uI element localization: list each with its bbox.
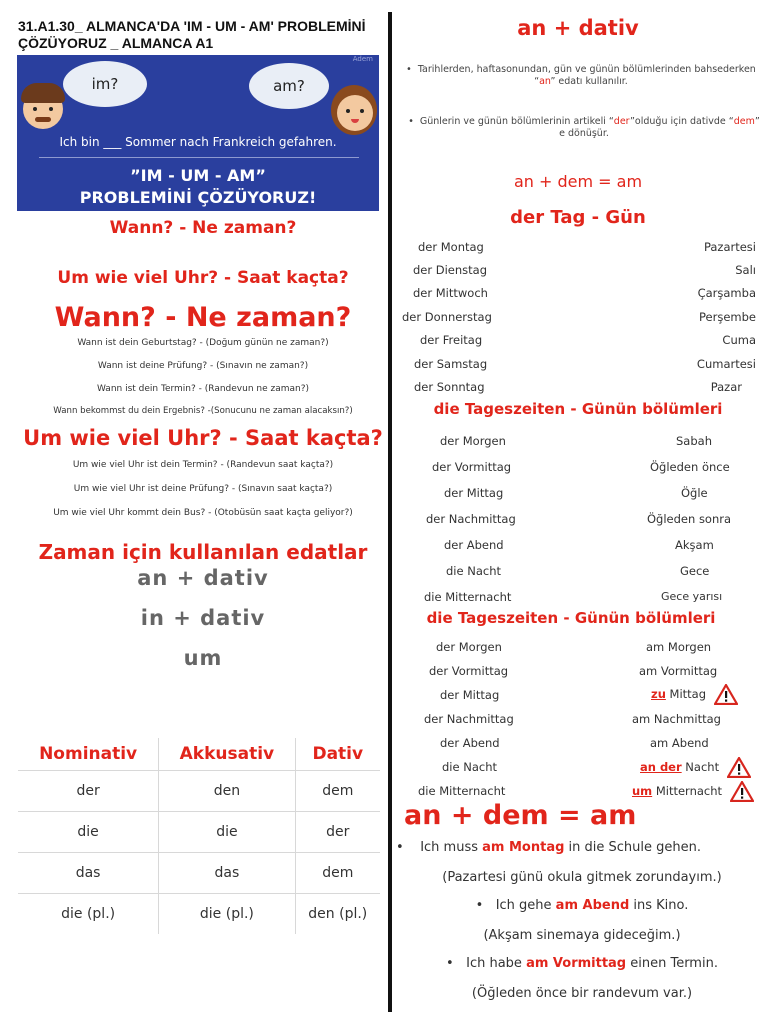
example-sentence: • Ich gehe am Abend ins Kino. bbox=[475, 898, 689, 913]
preposition-in: in + dativ bbox=[140, 606, 266, 630]
highlight-dem: dem bbox=[733, 116, 755, 127]
time-german: der Mittag bbox=[440, 688, 500, 702]
header-dativ: Dativ bbox=[295, 738, 380, 770]
table-cell: die bbox=[159, 811, 295, 852]
time-german: der Abend bbox=[444, 538, 504, 552]
table-cell: dem bbox=[295, 852, 380, 893]
bullet-dot-icon: • bbox=[475, 898, 496, 913]
day-turkish: Salı bbox=[735, 263, 756, 277]
banner-divider bbox=[39, 157, 359, 158]
bullet-paragraph-2: • Günlerin ve günün bölümlerinin artikeli “der”olduğu için dativde “dem” e dönüşür. bbox=[408, 116, 760, 139]
time-german: die Mitternacht bbox=[418, 784, 506, 798]
time-german: die Nacht bbox=[442, 760, 497, 774]
wann-question: Wann bekommst du dein Ergebnis? -(Sonucunu ne zaman alacaksın?) bbox=[53, 406, 353, 416]
uhr-question: Um wie viel Uhr kommt dein Bus? - (Otobüsün saat kaçta geliyor?) bbox=[53, 508, 353, 518]
time-am-form: zu Mittag bbox=[651, 684, 738, 705]
day-turkish: Cuma bbox=[722, 333, 756, 347]
article-cases-table bbox=[18, 738, 380, 934]
table-row bbox=[18, 811, 380, 852]
time-turkish: Öğle bbox=[681, 486, 708, 500]
day-german: der Samstag bbox=[414, 357, 488, 371]
time-turkish: Sabah bbox=[676, 434, 712, 448]
heading-days: der Tag - Gün bbox=[510, 207, 646, 228]
uhr-question: Um wie viel Uhr ist deine Prüfung? - (Sınavın saat kaçta?) bbox=[73, 484, 333, 494]
table-cell: den bbox=[159, 770, 295, 811]
wann-question: Wann ist dein Geburtstag? - (Doğum günün ne zaman?) bbox=[77, 338, 329, 348]
heading-uhr-big: Um wie viel Uhr? - Saat kaçta? bbox=[23, 426, 383, 450]
banner-title-line1: ”IM - UM - AM” bbox=[130, 166, 266, 185]
heading-times: die Tageszeiten - Günün bölümleri bbox=[433, 400, 723, 418]
time-german: der Nachmittag bbox=[424, 712, 514, 726]
heading-prepositions: Zaman için kullanılan edatlar bbox=[38, 540, 368, 564]
day-german: der Donnerstag bbox=[402, 310, 492, 324]
header-akkusativ: Akkusativ bbox=[159, 738, 295, 770]
time-turkish: Gece bbox=[680, 564, 710, 578]
banner-watermark: Adem bbox=[352, 55, 373, 63]
preposition-um: um bbox=[183, 646, 223, 670]
heading-wann-big: Wann? - Ne zaman? bbox=[54, 302, 352, 333]
time-turkish: Öğleden sonra bbox=[647, 512, 732, 526]
uhr-question: Um wie viel Uhr ist dein Termin? - (Randevun saat kaçta?) bbox=[72, 460, 334, 470]
table-cell: der bbox=[18, 770, 159, 811]
table-cell: das bbox=[159, 852, 295, 893]
table-row bbox=[18, 852, 380, 893]
lesson-banner bbox=[17, 55, 379, 211]
example-translation: (Akşam sinemaya gideceğim.) bbox=[483, 928, 681, 943]
table-row bbox=[18, 770, 380, 811]
highlight-an: an bbox=[539, 76, 551, 87]
preposition-an: an + dativ bbox=[137, 566, 269, 590]
bullet-dot-icon: • bbox=[408, 116, 420, 127]
time-german: der Nachmittag bbox=[426, 512, 516, 526]
banner-title bbox=[17, 165, 379, 209]
day-turkish: Pazar bbox=[710, 380, 742, 394]
table-cell: die (pl.) bbox=[159, 893, 295, 934]
day-german: der Sonntag bbox=[414, 380, 485, 394]
day-turkish: Çarşamba bbox=[697, 286, 756, 300]
time-am-form: am Abend bbox=[650, 736, 709, 750]
header-nominativ: Nominativ bbox=[39, 743, 138, 764]
example-sentence: • Ich muss am Montag in die Schule gehen. bbox=[396, 840, 701, 855]
table-header-row bbox=[18, 738, 380, 770]
time-german: der Morgen bbox=[436, 640, 502, 654]
heading-an-dativ: an + dativ bbox=[517, 16, 639, 40]
time-german: der Abend bbox=[440, 736, 500, 750]
time-german: der Vormittag bbox=[429, 664, 509, 678]
time-german: die Nacht bbox=[446, 564, 501, 578]
warning-icon bbox=[714, 684, 738, 705]
warning-icon bbox=[727, 757, 751, 778]
heading-uhr-small: Um wie viel Uhr? - Saat kaçta? bbox=[57, 268, 349, 288]
time-am-form: am Morgen bbox=[646, 640, 712, 654]
time-turkish: Akşam bbox=[675, 538, 714, 552]
banner-sentence: Ich bin ___ Sommer nach Frankreich gefahren. bbox=[59, 135, 337, 149]
table-row bbox=[18, 893, 380, 934]
day-turkish: Cumartesi bbox=[696, 357, 756, 371]
day-german: der Dienstag bbox=[413, 263, 488, 277]
example-translation: (Öğleden önce bir randevum var.) bbox=[471, 986, 693, 1001]
formula-big: an + dem = am bbox=[404, 800, 637, 831]
day-turkish: Pazartesi bbox=[703, 240, 756, 254]
wann-question: Wann ist dein Termin? - (Randevun ne zaman?) bbox=[96, 384, 309, 394]
time-turkish: Gece yarısı bbox=[661, 590, 723, 603]
day-german: der Mittwoch bbox=[413, 286, 488, 300]
time-turkish: Öğleden önce bbox=[650, 460, 730, 474]
table-cell: dem bbox=[295, 770, 380, 811]
day-german: der Freitag bbox=[420, 333, 483, 347]
banner-title-line2: PROBLEMİNİ ÇÖZÜYORUZ! bbox=[79, 188, 317, 207]
document-title: 31.A1.30_ ALMANCA'DA 'IM - UM - AM' PROBLEMİNİ ÇÖZÜYORUZ _ ALMANCA A1 bbox=[18, 18, 366, 51]
heading-wann-small: Wann? - Ne zaman? bbox=[109, 218, 297, 238]
example-translation: (Pazartesi günü okula gitmek zorundayım.) bbox=[442, 870, 722, 885]
speech-bubble-im: im? bbox=[63, 61, 147, 107]
table-cell: der bbox=[295, 811, 380, 852]
time-am-form: am Nachmittag bbox=[632, 712, 721, 726]
time-german: die Mitternacht bbox=[424, 590, 512, 604]
heading-times-2: die Tageszeiten - Günün bölümleri bbox=[426, 609, 716, 627]
table-cell: den (pl.) bbox=[295, 893, 380, 934]
day-german: der Montag bbox=[418, 240, 484, 254]
wann-question: Wann ist deine Prüfung? - (Sınavın ne zaman?) bbox=[97, 361, 309, 371]
example-sentence: • Ich habe am Vormittag einen Termin. bbox=[446, 956, 718, 971]
time-am-form: an der Nacht bbox=[640, 757, 751, 778]
table-cell: die bbox=[18, 811, 159, 852]
formula-small: an + dem = am bbox=[513, 172, 643, 191]
time-german: der Vormittag bbox=[432, 460, 512, 474]
day-turkish: Perşembe bbox=[699, 310, 756, 324]
speech-bubble-am: am? bbox=[249, 63, 329, 109]
table-cell: das bbox=[18, 852, 159, 893]
column-divider bbox=[388, 12, 392, 1012]
bullet-dot-icon: • bbox=[396, 840, 421, 855]
bullet-dot-icon: • bbox=[406, 64, 418, 75]
bullet-dot-icon: • bbox=[446, 956, 467, 971]
time-am-form: um Mitternacht bbox=[632, 781, 754, 802]
time-german: der Mittag bbox=[444, 486, 504, 500]
time-german: der Morgen bbox=[440, 434, 506, 448]
warning-icon bbox=[730, 781, 754, 802]
bullet-paragraph-1: • Tarihlerden, haftasonundan, gün ve günün bölümlerinden bahsederken “an” edatı kullanılır. bbox=[406, 64, 756, 87]
table-cell: die (pl.) bbox=[18, 893, 159, 934]
highlight-der: der bbox=[613, 116, 630, 127]
time-am-form: am Vormittag bbox=[639, 664, 718, 678]
